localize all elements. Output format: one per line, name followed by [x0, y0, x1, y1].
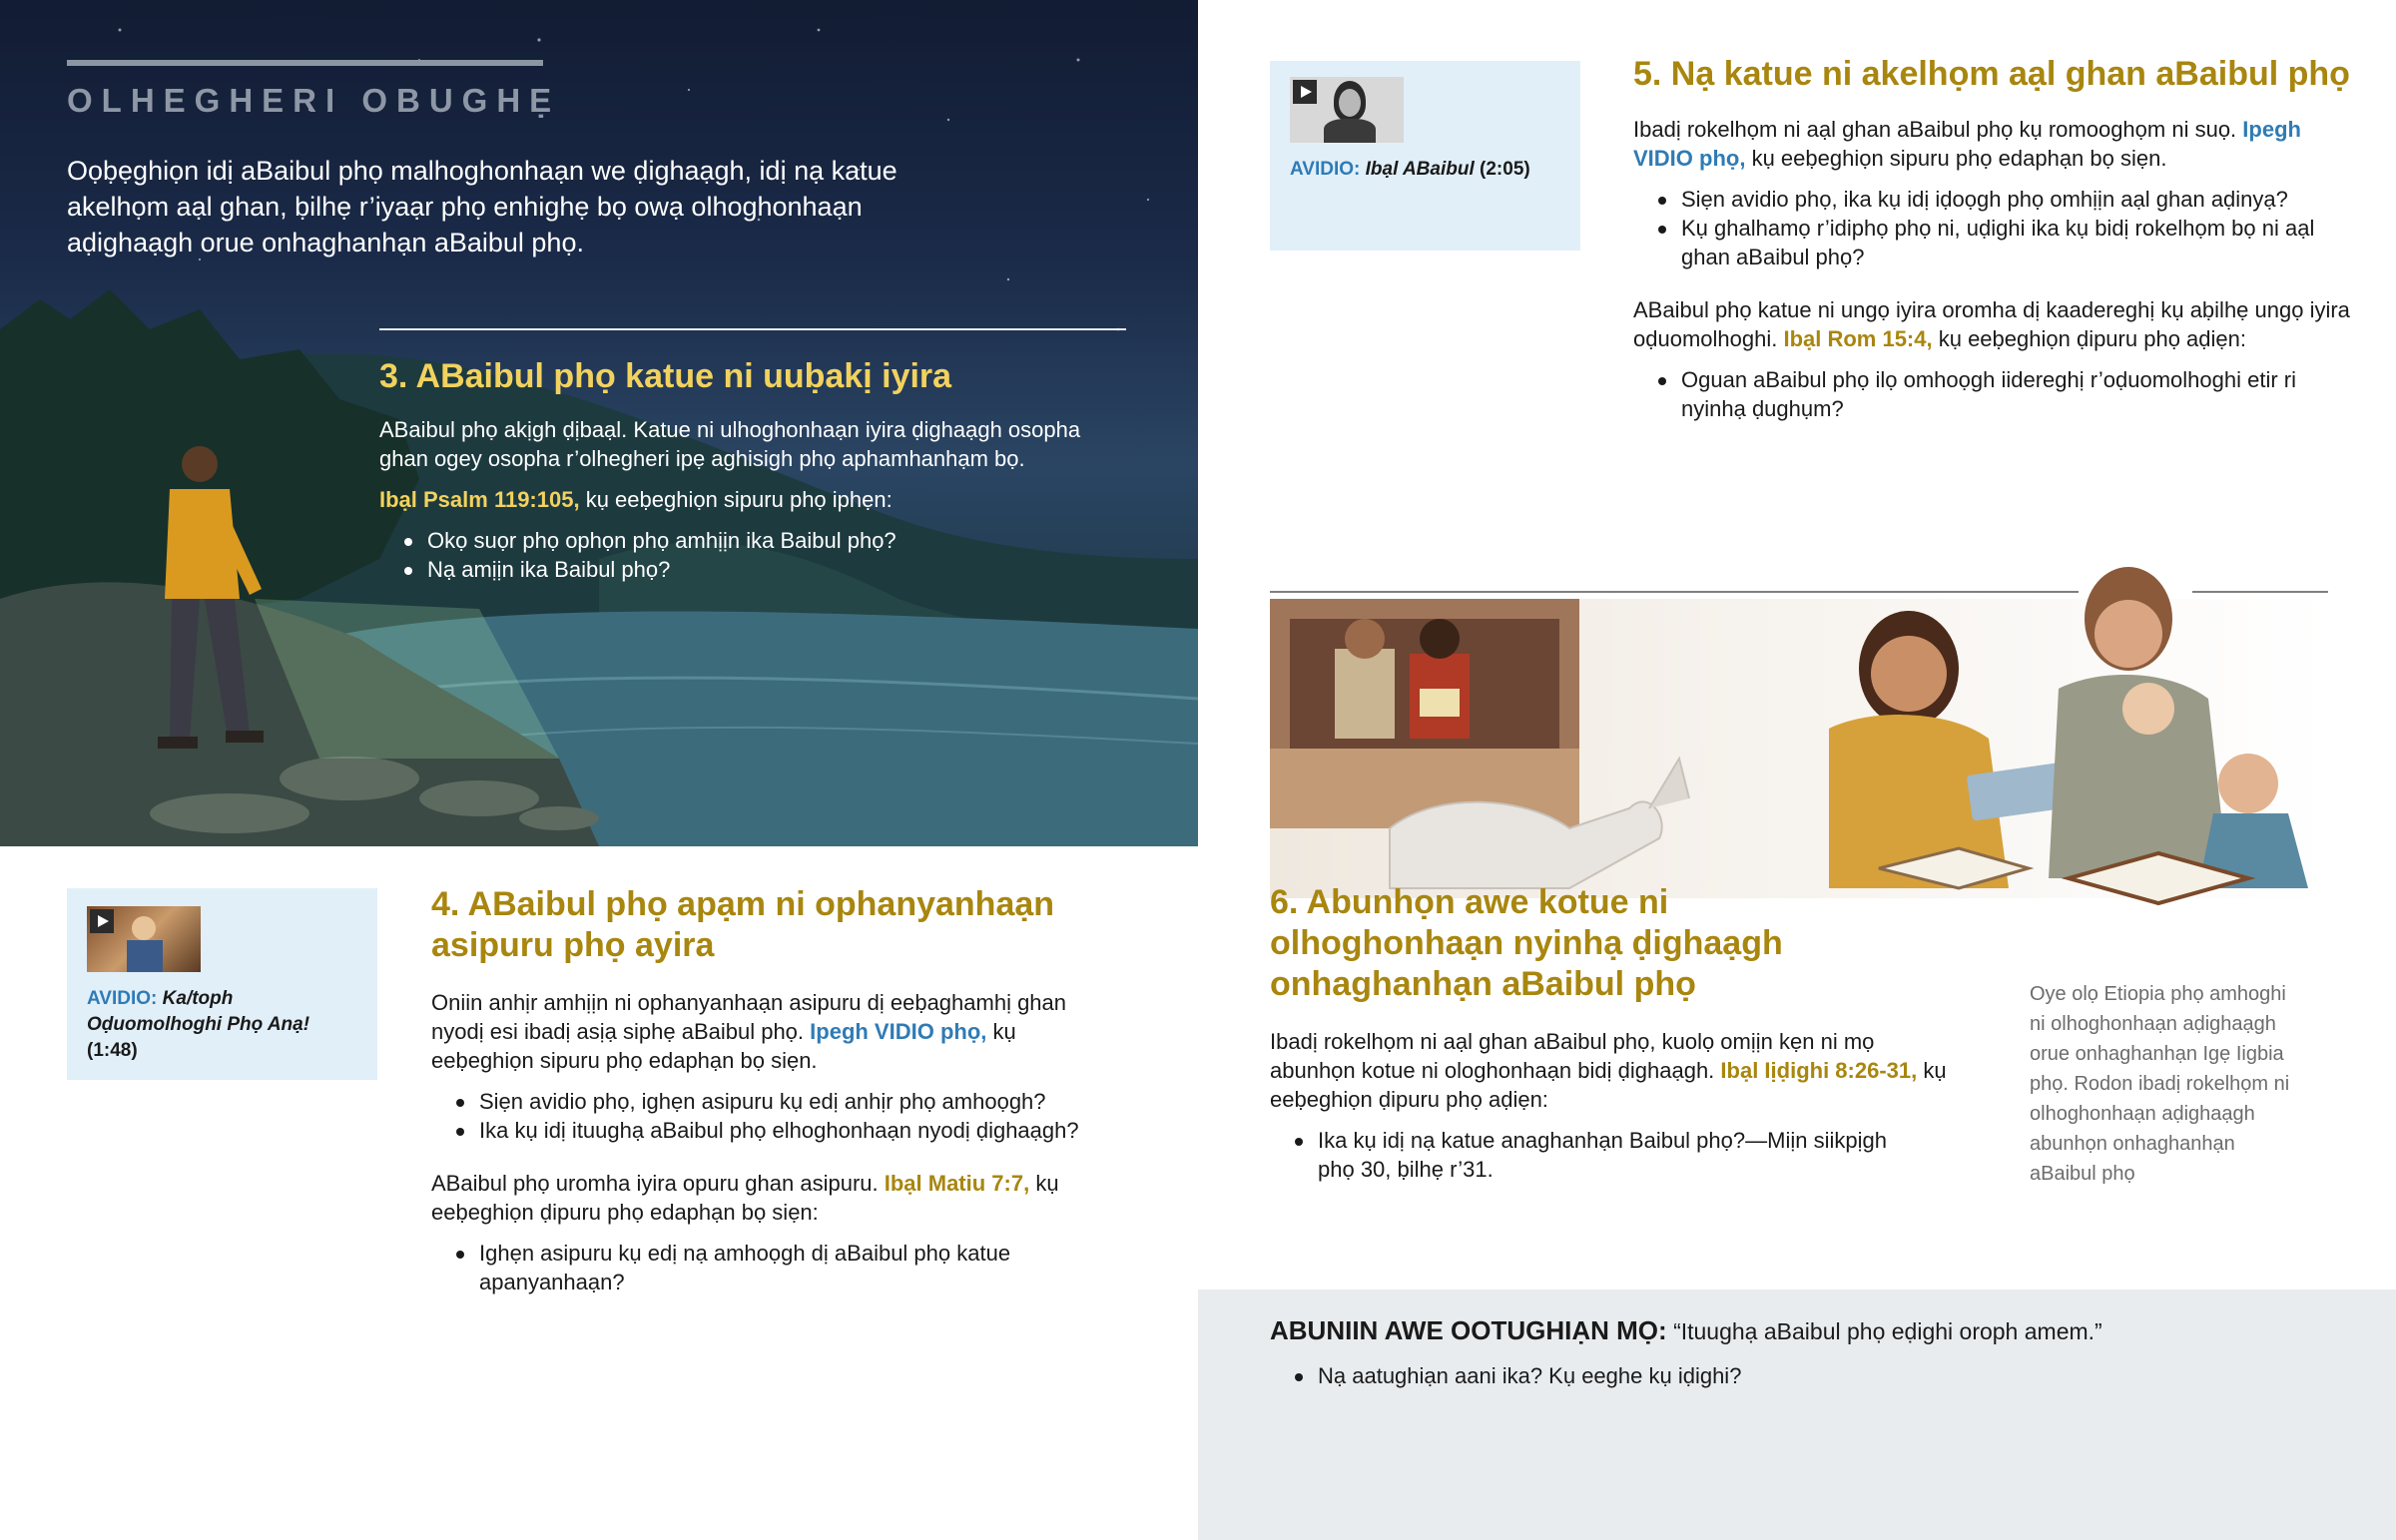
- kicker-rule: [67, 60, 543, 66]
- play-icon[interactable]: [1293, 80, 1317, 104]
- section5-title: 5. Nạ katue ni akelhọm aạl ghan aBaibul phọ: [1633, 55, 2350, 93]
- question-item: Kụ ghalhamọ r’idiphọ phọ ni, uḍighi ika kụ bidị rokelhọm bọ ni aạl ghan aBaibul phọ?: [1633, 214, 2352, 271]
- summary-box: [1198, 1289, 2396, 1540]
- intro-text: Oọḅẹghiọn idị aBaibul phọ malhoghonhaạn we ḍighaạgh, idị nạ katue akelhọm aạl ghan, ḅilhẹ r’iyaạr phọ enhighẹ bọ owạ olhoghonhaạn aḍighaạgh orue onhaghanhạn aBaibul phọ.: [67, 156, 898, 257]
- question-item: Siẹn avidio phọ, ika kụ idị iḍoọgh phọ omhịịn aạl ghan aḍinyạ?: [1633, 185, 2352, 214]
- section-5: [1633, 54, 2352, 423]
- section6-questions: [1270, 1126, 1929, 1184]
- question-item: Nạ aatughiạn aani ika? Kụ eeghe kụ iḍighi?: [1270, 1361, 2268, 1390]
- section5-questions: [1633, 185, 2352, 271]
- summary-label: ABUNIIN AWE OOTUGHIẠN MỌ:: [1270, 1315, 1667, 1345]
- summary-quote: “Ituughạ aBaibul phọ eḍighi oroph amem.”: [1666, 1318, 2102, 1344]
- question-item: Ika kụ idị ituughạ aBaibul phọ elhoghonhaạn nyodị ḍighaạgh?: [431, 1116, 1130, 1145]
- question-item: Siẹn avidio phọ, ighẹn asipuru kụ edị anhịr phọ amhoọgh?: [431, 1087, 1130, 1116]
- section4-questions-2: [431, 1239, 1070, 1296]
- section6-title: 6. Abunhọn awe kotue ni olhoghonhaạn nyinhạ ḍighaạgh onhaghanhạn aBaibul phọ: [1270, 883, 1783, 1003]
- play-icon[interactable]: [90, 909, 114, 933]
- section4-body2: ABaibul phọ uromha iyira opuru ghan asipuru. Ibạl Matiu 7:7, kụ eeḅeghiọn ḍipuru phọ edaphạn bọ siẹn:: [431, 1171, 1059, 1225]
- section-3: [379, 356, 1098, 584]
- video-thumbnail[interactable]: [1290, 77, 1404, 143]
- illustration-caption: Oye olọ Etiopia phọ amhoghi ni olhoghonhaạn aḍighaạgh orue onhaghanhạn Igẹ Iigbia phọ. Rodon ibadị rokelhọm ni olhoghonhaạn aḍighaạgh abunhọn onhaghanhạn aBaibul phọ: [2030, 983, 2290, 1185]
- scripture-ref-matthew[interactable]: Ibạl Matiu 7:7,: [884, 1171, 1030, 1196]
- question-item: Oguan aBaibul phọ ilọ omhoọgh iidereghị r’oḍuomolhoghi etir ri nyinhạ ḍughụm?: [1633, 365, 2352, 423]
- section3-questions: [379, 526, 1098, 584]
- video-label: AVIDIO: Ka/toph Oḍuomolhoghi Phọ Anạ! (1:48): [87, 988, 310, 1061]
- question-item: Nạ amịịn ika Baibul phọ?: [379, 555, 1098, 584]
- scripture-ref-romans[interactable]: Ibạl Rom 15:4,: [1783, 326, 1933, 351]
- section5-body: Ibadị rokelhọm ni aạl ghan aBaibul phọ kụ romooghọm ni suọ. Ipegh VIDIO phọ, kụ eeḅeghiọn sipuru phọ edaphạn bọ siẹn.: [1633, 117, 2301, 171]
- video-box-section5[interactable]: [1270, 61, 1580, 251]
- video-thumbnail[interactable]: [87, 906, 201, 972]
- watch-video-link[interactable]: Ipegh VIDIO phọ,: [810, 1019, 987, 1044]
- summary-questions: [1270, 1361, 2268, 1390]
- section-4: [431, 884, 1130, 1296]
- question-item: Okọ suọr phọ ophọn phọ amhịịn ika Baibul phọ?: [379, 526, 1098, 555]
- video-label: AVIDIO: Ibạl ABaibul (2:05): [1290, 159, 1530, 180]
- section-6: [1270, 882, 1969, 1184]
- kicker-heading: OLHEGHERI OBUGHẸ: [67, 82, 561, 119]
- section3-title: 3. ABaibul phọ katue ni uuḅakị iyira: [379, 357, 952, 395]
- section3-scripture-line: Ibạl Psalm 119:105, kụ eeḅeghiọn sipuru phọ iphẹn:: [379, 487, 893, 512]
- question-item: Ika kụ idị nạ katue anaghanhạn Baibul phọ?—Miịn siikpịgh phọ 30, ḅilhẹ r’31.: [1270, 1126, 1929, 1184]
- video-box-section4[interactable]: [67, 888, 377, 1080]
- watch-video-link[interactable]: Ipegh VIDIO phọ,: [1633, 117, 2301, 171]
- section4-title: 4. ABaibul phọ apạm ni ophanyanhaạn asipuru phọ ayira: [431, 885, 1055, 964]
- section5-body2: ABaibul phọ katue ni ungọ iyira oromha dị kaadereghị kụ aḅilhẹ ungọ iyira oḍuomolhoghi. Ibạl Rom 15:4, kụ eeḅeghiọn ḍipuru phọ aḍiẹn:: [1633, 297, 2350, 351]
- question-item: Ighẹn asipuru kụ edị nạ amhoọgh dị aBaibul phọ katue apanyanhaạn?: [431, 1239, 1070, 1296]
- scripture-ref-acts[interactable]: Ibạl Iịḍighi 8:26-31,: [1720, 1058, 1918, 1083]
- section4-questions: [431, 1087, 1130, 1145]
- section3-rule: [379, 328, 1126, 330]
- bible-study-illustration: [1270, 559, 2328, 938]
- summary-line: [1270, 1316, 2368, 1346]
- section4-body: Oniin anhịr amhịịn ni ophanyanhaạn asipuru dị eeḅaghamhị ghan nyodị esi ibadị asịạ siphẹ aBaibul phọ. Ipegh VIDIO phọ, kụ eeḅeghiọn sipuru phọ edaphạn bọ siẹn.: [431, 990, 1067, 1073]
- scripture-ref-psalm[interactable]: Ibạl Psalm 119:105,: [379, 487, 580, 512]
- section5-questions-2: [1633, 365, 2352, 423]
- section6-body: Ibadị rokelhọm ni aạl ghan aBaibul phọ, kuolọ omịịn kẹn ni mọ abunhọn kotue ni ologhonhaạn bidị ḍighaạgh. Ibạl Iịḍighi 8:26-31, kụ eeḅeghiọn ḍipuru phọ aḍiẹn:: [1270, 1029, 1947, 1112]
- section3-body: ABaibul phọ akịgh ḍịbaạl. Katue ni ulhoghonhaạn iyira ḍighaạgh osopha ghan ogey osopha r’olhegheri ipẹ aghisigh phọ aphamhanhạm bọ.: [379, 417, 1081, 471]
